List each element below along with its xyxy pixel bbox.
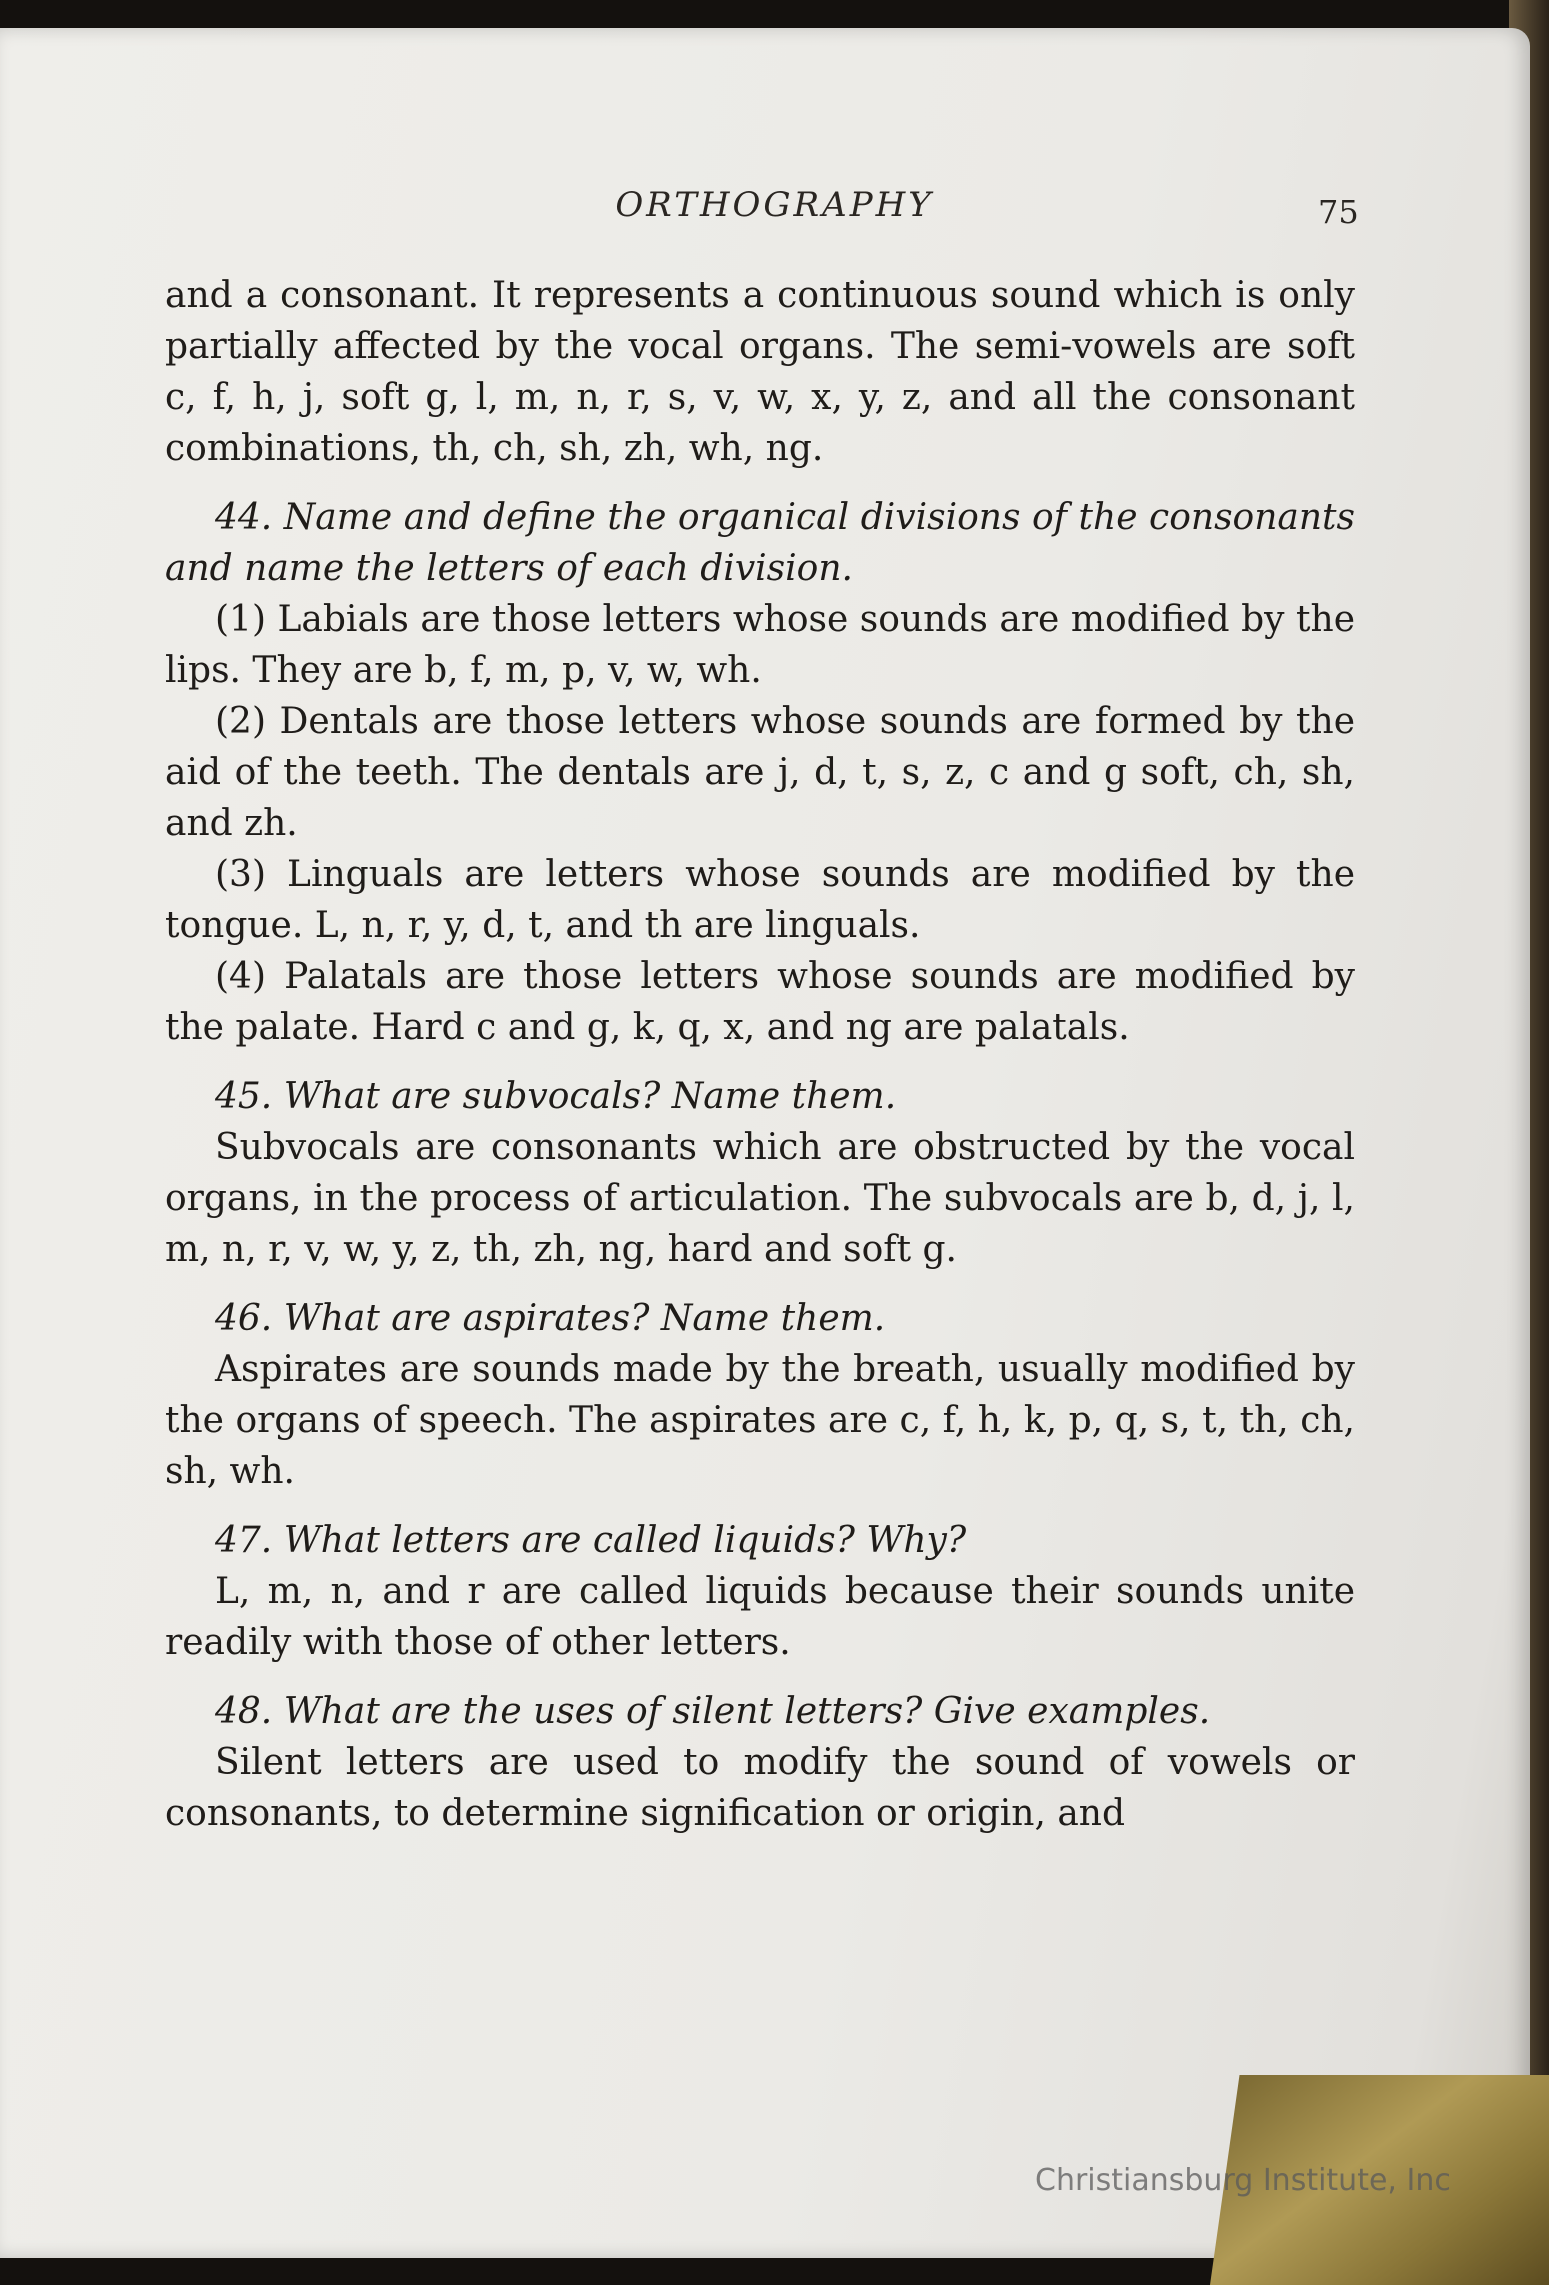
watermark-text: Christiansburg Institute, Inc	[1035, 2163, 1451, 2198]
question-46: 46. What are aspirates? Name them.	[215, 1298, 886, 1339]
answer-47: L, m, n, and r are called liquids because their sounds unite readily with those of other letters.	[165, 1571, 1355, 1663]
running-head-title: ORTHOGRAPHY	[615, 185, 934, 225]
page-number: 75	[1318, 193, 1359, 231]
answer-44-palatals: (4) Palatals are those letters whose sounds are modified by the palate. Hard c and g, k, q, x, and ng are palatals.	[165, 956, 1355, 1048]
answer-44-linguals: (3) Linguals are letters whose sounds are modified by the tongue. L, n, r, y, d, t, and th are linguals.	[165, 854, 1355, 946]
question-48: 48. What are the uses of silent letters? Give examples.	[215, 1691, 1211, 1732]
paragraph-continuation: and a consonant. It represents a continuous sound which is only partially affected by the vocal organs. The semi-vowels are soft c, f, h, j, soft g, l, m, n, r, s, v, w, x, y, z, and all the consonant combinations, th, ch, sh, zh, wh, ng.	[165, 275, 1355, 469]
page-body	[165, 270, 1355, 1839]
answer-48: Silent letters are used to modify the sound of vowels or consonants, to determine signification or origin, and	[165, 1742, 1355, 1834]
answer-44-dentals: (2) Dentals are those letters whose sounds are formed by the aid of the teeth. The dentals are j, d, t, s, z, c and g soft, ch, sh, and zh.	[165, 701, 1355, 844]
answer-46: Aspirates are sounds made by the breath, usually modified by the organs of speech. The aspirates are c, f, h, k, p, q, s, t, th, ch, sh, wh.	[165, 1349, 1355, 1492]
question-45: 45. What are subvocals? Name them.	[215, 1076, 897, 1117]
answer-45: Subvocals are consonants which are obstructed by the vocal organs, in the process of articulation. The subvocals are b, d, j, l, m, n, r, v, w, y, z, th, zh, ng, hard and soft g.	[165, 1127, 1355, 1270]
answer-44-labials: (1) Labials are those letters whose sounds are modified by the lips. They are b, f, m, p, v, w, wh.	[165, 599, 1355, 691]
question-47: 47. What letters are called liquids? Why?	[215, 1520, 967, 1561]
question-44: 44. Name and define the organical divisions of the consonants and name the letters of each division.	[165, 497, 1355, 589]
